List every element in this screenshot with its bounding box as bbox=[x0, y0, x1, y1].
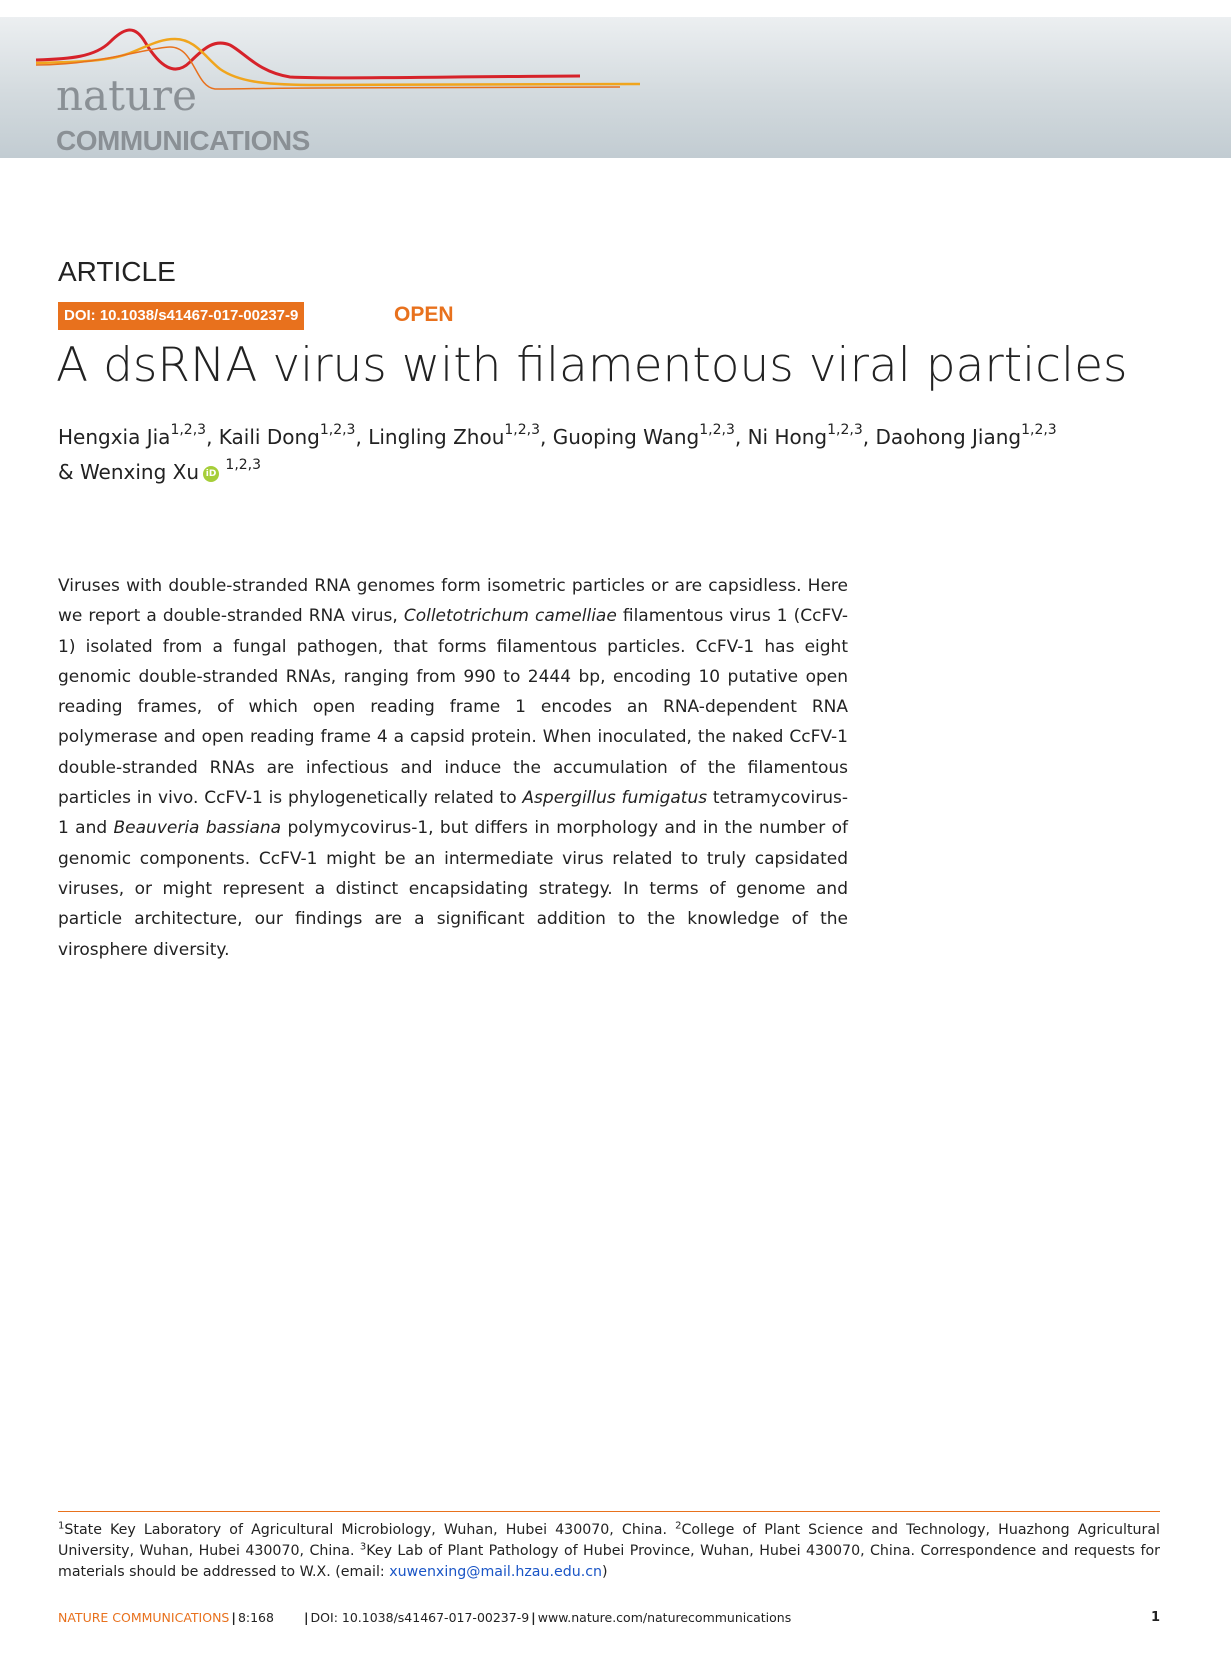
open-access-label: OPEN bbox=[394, 303, 454, 326]
affiliations-divider bbox=[58, 1511, 1160, 1512]
footer-doi[interactable]: DOI: 10.1038/s41467-017-00237-9 bbox=[310, 1610, 530, 1625]
affiliations: $^1$State Key Laboratory of Agricultural Microbiology, Wuhan, Hubei 430070, China. $^2$College of Plant Science and Technology, Huazhong Agricultural University, Wuhan, Hubei 430070, China. $^3$Key Lab of Plant Pathology of Hubei Province, Wuhan, Hubei 430070, China. Correspondence and requests for materials should be addressed to W.X. (email: xuwenxing@mail.hzau.edu.cn) bbox=[58, 1520, 1160, 1580]
journal-banner bbox=[0, 17, 1231, 158]
correspondence-email-link[interactable]: xuwenxing@mail.hzau.edu.cn bbox=[389, 1564, 603, 1580]
footer-journal-name: NATURE COMMUNICATIONS bbox=[58, 1610, 230, 1625]
footer-volume: 8:168 bbox=[237, 1610, 274, 1625]
article-title: A dsRNA virus with filamentous viral particles bbox=[56, 338, 1128, 393]
logo-nature-text: nature bbox=[56, 71, 197, 120]
orcid-icon[interactable]: iD bbox=[203, 466, 219, 482]
author-item[interactable]: & Wenxing Xu iD $^{1,2,3}$ bbox=[58, 457, 262, 484]
footer-url[interactable]: www.nature.com/naturecommunications bbox=[537, 1610, 792, 1625]
doi-badge[interactable]: DOI: 10.1038/s41467-017-00237-9 bbox=[58, 302, 304, 330]
page-number: 1 bbox=[1150, 1610, 1160, 1625]
author-item[interactable]: Guoping Wang$^{1,2,3}$ bbox=[552, 422, 735, 449]
logo-communications-text: COMMUNICATIONS bbox=[56, 125, 310, 156]
article-type-label: ARTICLE bbox=[58, 256, 176, 287]
author-item[interactable]: Lingling Zhou$^{1,2,3}$ bbox=[368, 422, 541, 449]
author-list: Hengxia Jia$^{1,2,3}$, Kaili Dong$^{1,2,3}$, Lingling Zhou$^{1,2,3}$, Guoping Wang$^{1,2,3}$, Ni Hong$^{1,2,3}$, Daohong Jiang$^{1,2,3}$ & Wenxing Xu iD $^{1,2,3}$ bbox=[58, 422, 1057, 484]
author-item[interactable]: Ni Hong$^{1,2,3}$ bbox=[747, 422, 863, 449]
abstract: Viruses with double-stranded RNA genomes form isometric particles or are capsidless. Here we report a double-stranded RNA virus, Colletotrichum camelliae filamentous virus 1 (CcFV-1) isolated from a fungal pathogen, that forms filamentous particles. CcFV-1 has eight genomic double-stranded RNAs, ranging from 990 to 2444 bp, encoding 10 putative open reading frames, of which open reading frame 1 encodes an RNA-dependent RNA polymerase and open reading frame 4 a capsid protein. When inoculated, the naked CcFV-1 double-stranded RNAs are infectious and induce the accumulation of the filamentous particles in vivo. CcFV-1 is phylogenetically related to Aspergillus fumigatus tetramycovirus-1 and Beauveria bassiana polymycovirus-1, but differs in morphology and in the number of genomic components. CcFV-1 might be an intermediate virus related to truly capsidated viruses, or might represent a distinct encapsidating strategy. In terms of genome and particle architecture, our findings are a significant addition to the knowledge of the virosphere diversity. bbox=[58, 576, 849, 960]
author-item[interactable]: Daohong Jiang$^{1,2,3}$ bbox=[875, 422, 1057, 449]
page-footer: NATURE COMMUNICATIONS | 8:168 | DOI: 10.1038/s41467-017-00237-9 | www.nature.com/naturecommunications bbox=[58, 1610, 792, 1625]
author-item[interactable]: Hengxia Jia$^{1,2,3}$ bbox=[58, 422, 207, 449]
author-item[interactable]: Kaili Dong$^{1,2,3}$ bbox=[218, 422, 356, 449]
